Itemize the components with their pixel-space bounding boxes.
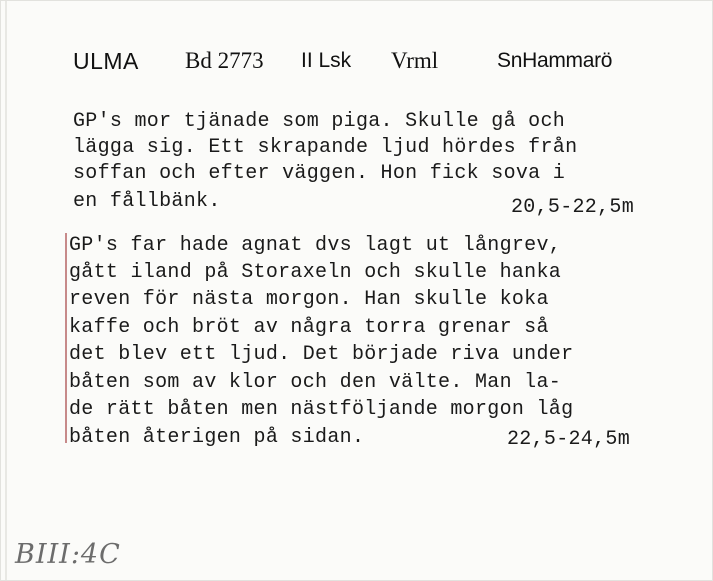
entry-2-line: kaffe och bröt av några torra grenar så [69,316,549,339]
card-header [73,45,673,81]
entry-1-reference: 20,5-22,5m [511,196,635,219]
entry-2 [69,233,669,453]
entry-1-line: soffan och efter väggen. Hon fick sova i [73,162,566,185]
entry-2-line: GP's far hade agnat dvs lagt ut långrev, [69,234,562,257]
volume-number: Bd 2773 [185,48,264,73]
entry-1-line: en fållbänk. [73,190,221,213]
entry-2-line: det blev ett ljud. Det började riva under [69,343,574,366]
section-code: II Lsk [301,49,352,72]
entry-2-reference: 22,5-24,5m [507,428,631,451]
entry-2-line: båten som av klor och den välte. Man la- [69,371,562,394]
entry-1-line: lägga sig. Ett skrapande ljud hördes från [73,136,578,159]
archive-name: ULMA [73,48,139,74]
county-code: Vrml [391,48,439,73]
entry-1 [73,109,673,219]
entry-2-line: gått iland på Storaxeln och skulle hanka [69,261,562,284]
entry-1-line: GP's mor tjänade som piga. Skulle gå och [73,110,566,133]
margin-line [65,233,67,443]
entry-2-line: båten återigen på sidan. [69,426,365,449]
handwritten-shelfmark: BIII:4C [15,539,121,570]
parish-name: SnHammarö [497,49,613,72]
entry-2-line: reven för nästa morgon. Han skulle koka [69,288,549,311]
entry-2-line: de rätt båten men nästföljande morgon låg [69,398,574,421]
